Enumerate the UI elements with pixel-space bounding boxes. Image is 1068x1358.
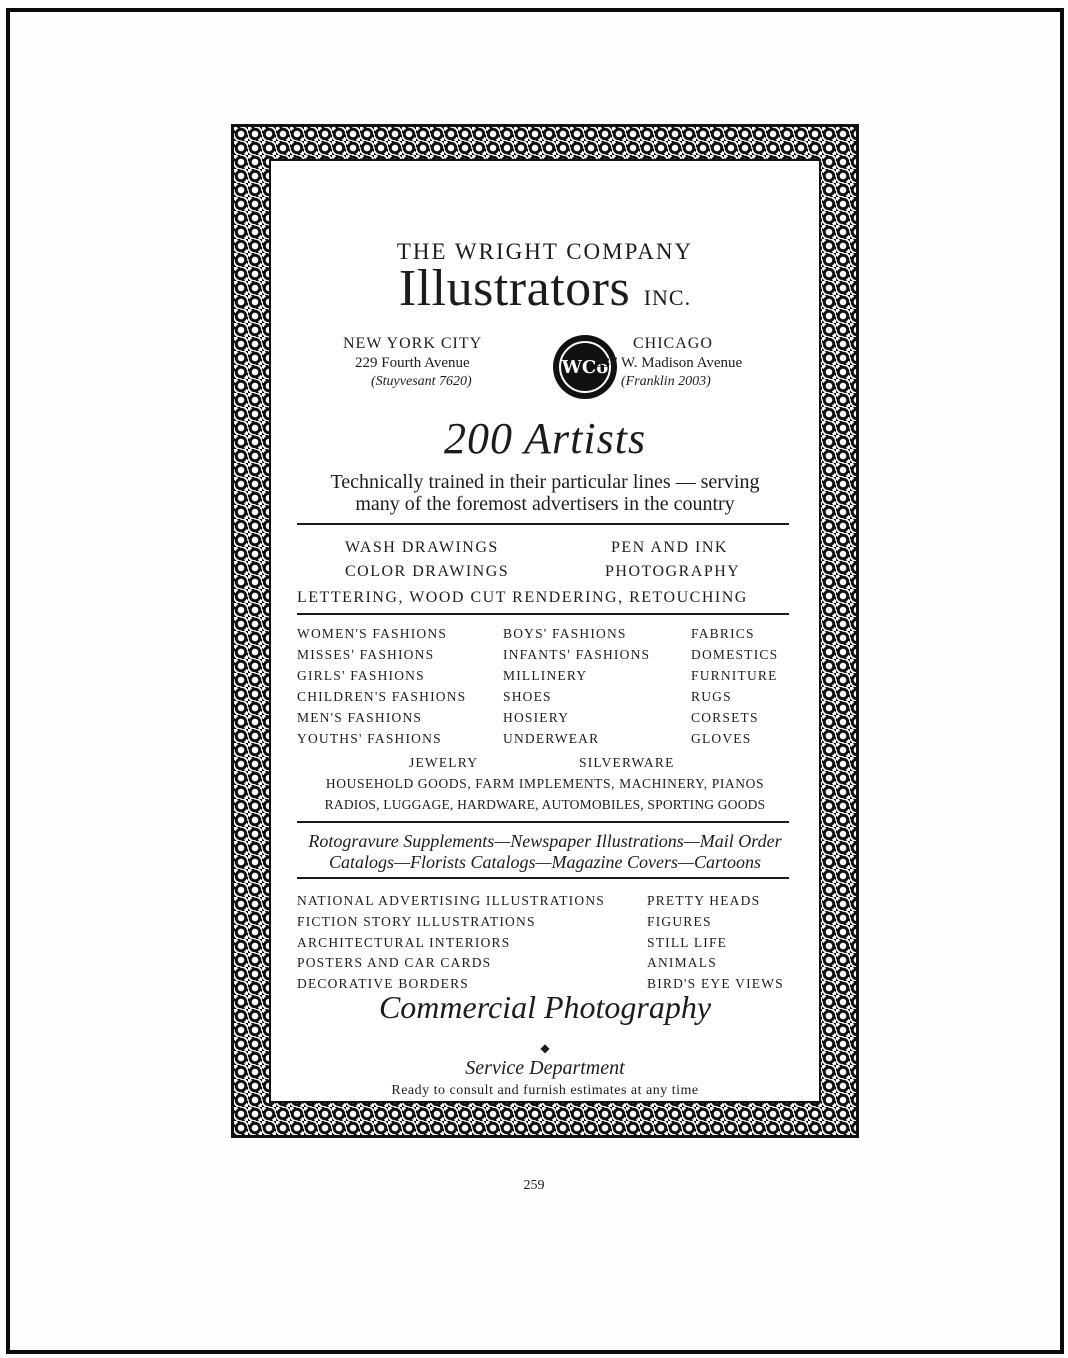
category-line-2: RADIOS, LUGGAGE, HARDWARE, AUTOMOBILES, SPORTING GOODS xyxy=(324,797,766,812)
category-item: GIRLS' FASHIONS xyxy=(297,668,425,683)
specialty-item: ANIMALS xyxy=(647,955,717,970)
ornamental-border xyxy=(231,124,859,1138)
ornament-icon: ◆ xyxy=(540,1041,550,1055)
category-item: CORSETS xyxy=(691,710,759,725)
category-item: HOSIERY xyxy=(503,710,570,725)
category-item: BOYS' FASHIONS xyxy=(503,626,627,641)
category-item: MILLINERY xyxy=(503,668,588,683)
subheadline-line-1: Technically trained in their particular lines — serving xyxy=(330,471,760,493)
category-item: CHILDREN'S FASHIONS xyxy=(297,689,467,704)
category-item: WOMEN'S FASHIONS xyxy=(297,626,448,641)
category-item: FABRICS xyxy=(691,626,755,641)
service-department-text: Ready to consult and furnish estimates at any time xyxy=(391,1083,699,1098)
publications-line-1: Rotogravure Supplements—Newspaper Illustrations—Mail Order xyxy=(308,831,782,851)
category-item: MEN'S FASHIONS xyxy=(297,710,423,725)
logo-monogram: WCo xyxy=(561,356,609,378)
category-item: DOMESTICS xyxy=(691,647,779,662)
service-pen-and-ink: PEN AND INK xyxy=(611,539,728,556)
chicago-city: CHICAGO xyxy=(633,335,713,352)
category-item: GLOVES xyxy=(691,731,752,746)
service-department-title: Service Department xyxy=(465,1057,625,1079)
divider-1 xyxy=(297,523,789,525)
specialty-item: DECORATIVE BORDERS xyxy=(297,976,469,991)
service-photography: PHOTOGRAPHY xyxy=(605,563,741,580)
specialty-item: NATIONAL ADVERTISING ILLUSTRATIONS xyxy=(297,893,605,908)
commercial-photography: Commercial Photography xyxy=(378,989,712,1025)
category-jewelry: JEWELRY xyxy=(409,755,479,770)
subheadline-line-2: many of the foremost advertisers in the country xyxy=(355,493,735,515)
ny-city: NEW YORK CITY xyxy=(343,335,483,352)
specialty-item: POSTERS AND CAR CARDS xyxy=(297,955,492,970)
specialty-item: PRETTY HEADS xyxy=(647,893,761,908)
company-name: THE WRIGHT COMPANY xyxy=(396,239,694,264)
service-wash-drawings: WASH DRAWINGS xyxy=(345,539,499,556)
brand-name: Illustrators xyxy=(398,260,631,317)
ny-phone: (Stuyvesant 7620) xyxy=(371,374,472,389)
service-lettering: LETTERING, WOOD CUT RENDERING, RETOUCHING xyxy=(297,589,748,606)
category-silverware: SILVERWARE xyxy=(579,755,675,770)
divider-2 xyxy=(297,613,789,615)
brand-suffix: INC. xyxy=(643,285,692,310)
divider-4 xyxy=(297,877,789,879)
brand-title xyxy=(271,259,819,318)
category-item: SHOES xyxy=(503,689,552,704)
category-item: YOUTHS' FASHIONS xyxy=(297,731,442,746)
publications-line-2: Catalogs—Florists Catalogs—Magazine Covers—Cartoons xyxy=(328,852,762,872)
page-number: 259 xyxy=(523,1178,545,1193)
category-item: FURNITURE xyxy=(691,668,778,683)
divider-3 xyxy=(297,821,789,823)
category-item: MISSES' FASHIONS xyxy=(297,647,435,662)
category-item: RUGS xyxy=(691,689,732,704)
specialty-item: FIGURES xyxy=(647,914,712,929)
advertisement xyxy=(269,159,821,1103)
chicago-address: 337 W. Madison Avenue xyxy=(595,355,743,371)
ny-address: 229 Fourth Avenue xyxy=(355,355,470,371)
service-color-drawings: COLOR DRAWINGS xyxy=(345,563,510,580)
specialty-item: STILL LIFE xyxy=(647,935,728,950)
chicago-phone: (Franklin 2003) xyxy=(621,374,711,389)
category-item: INFANTS' FASHIONS xyxy=(503,647,651,662)
category-line-1: HOUSEHOLD GOODS, FARM IMPLEMENTS, MACHINERY, PIANOS xyxy=(325,776,765,791)
category-item: UNDERWEAR xyxy=(503,731,600,746)
headline: 200 Artists xyxy=(443,414,647,463)
specialty-item: ARCHITECTURAL INTERIORS xyxy=(297,935,511,950)
specialty-item: FICTION STORY ILLUSTRATIONS xyxy=(297,914,536,929)
specialty-item: BIRD'S EYE VIEWS xyxy=(647,976,784,991)
